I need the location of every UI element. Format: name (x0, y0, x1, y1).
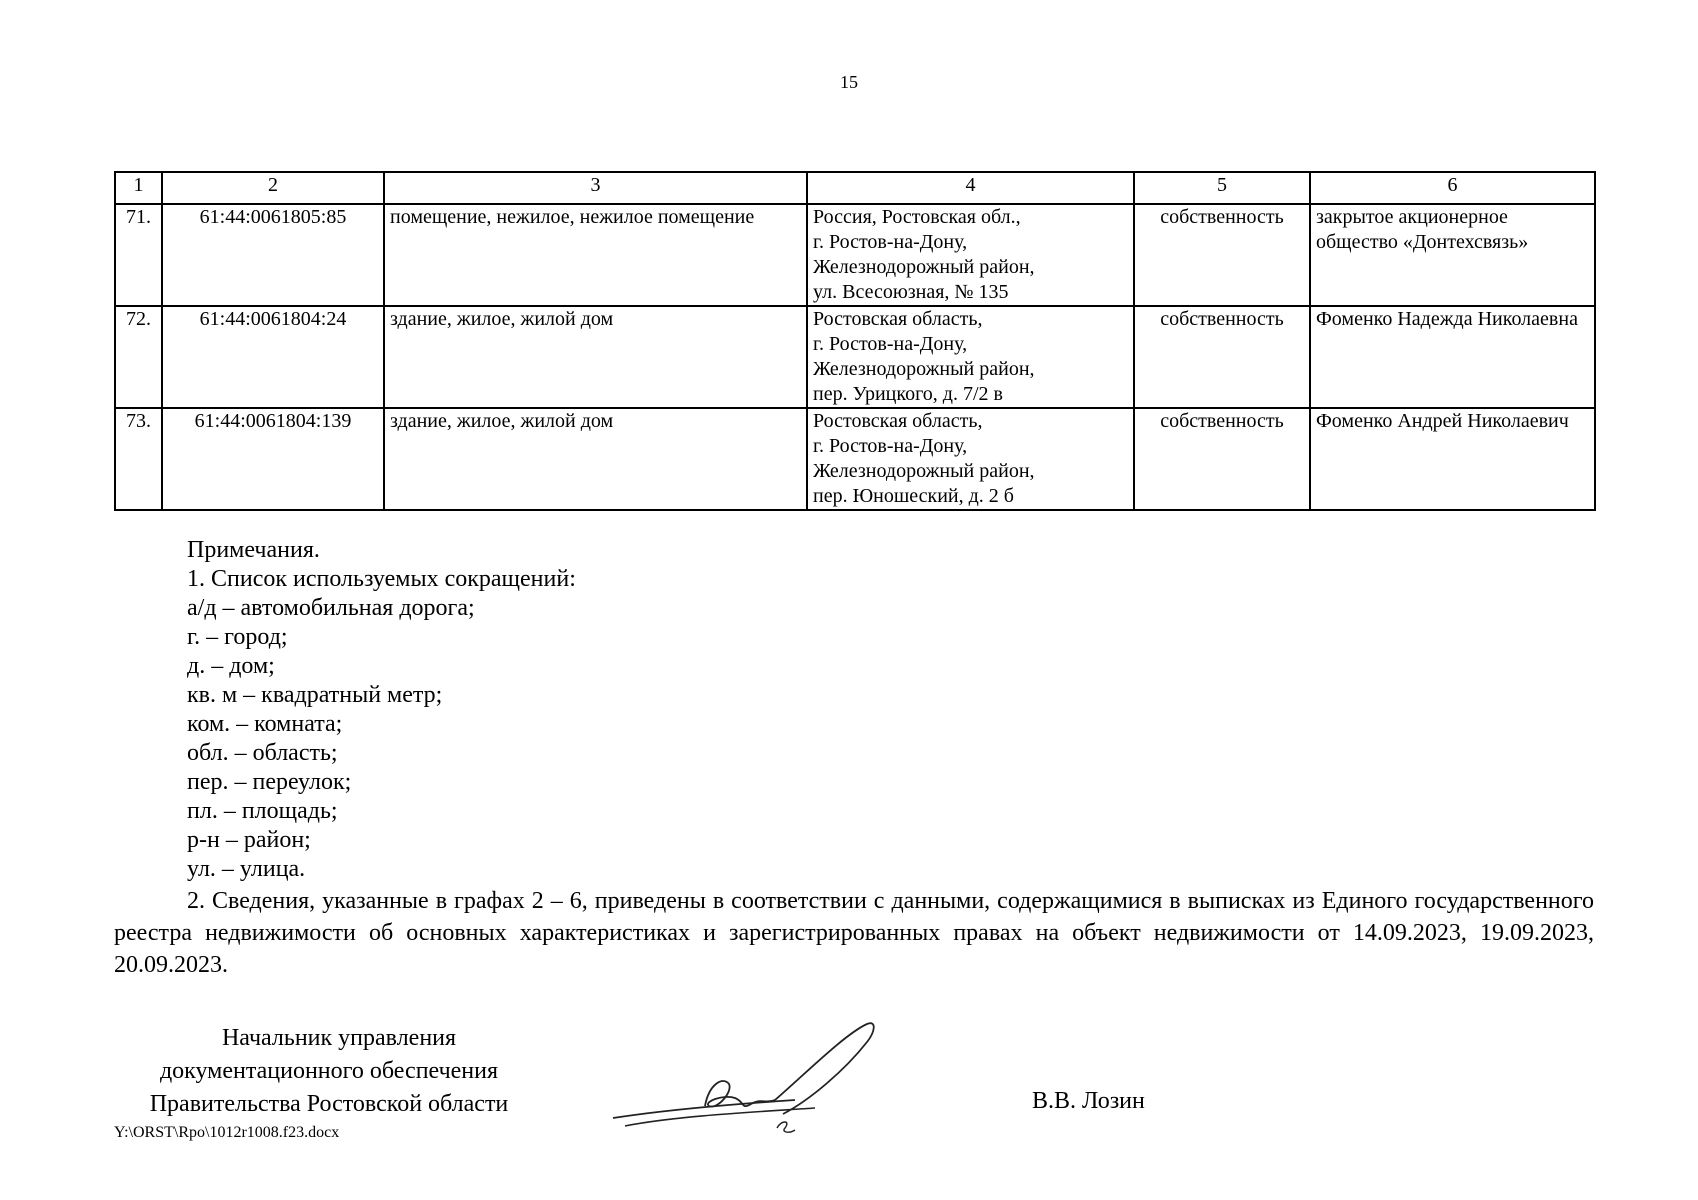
registry-table (114, 171, 1596, 511)
position-line: Правительства Ростовской области (149, 1091, 509, 1117)
handwritten-signature (605, 1014, 895, 1144)
signatory-name: В.В. Лозин (1032, 1088, 1145, 1114)
row-number: 73. (115, 408, 162, 510)
address-line: ул. Всесоюзная, № 135 (813, 281, 1009, 303)
abbreviation-item: ул. – улица. (187, 856, 306, 882)
page-number: 15 (840, 72, 858, 92)
owner: Фоменко Андрей Николаевич (1310, 408, 1595, 510)
address-line: Железнодорожный район, (813, 358, 1035, 380)
object-type: здание, жилое, жилой дом (384, 408, 807, 510)
notes-paragraph-2: 2. Сведения, указанные в графах 2 – 6, приведены в соответствии с данными, содержащимися в выписках из Единого государственного реестра недвижимости об основных характеристиках и зарегистрированных правах на объект недвижимости от 14.09.2023, 19.09.2023, 20.09.2023. (114, 888, 1594, 978)
address-line: г. Ростов-на-Дону, (813, 435, 968, 457)
abbreviation-item: пл. – площадь; (187, 798, 338, 824)
abbreviations-title: 1. Список используемых сокращений: (187, 566, 576, 592)
abbreviation-item: г. – город; (187, 624, 288, 650)
address-line: Ростовская область, (813, 410, 983, 432)
owner: закрытое акционерное общество «Донтехсвязь» (1310, 204, 1595, 306)
notes-section (114, 536, 1594, 981)
abbreviation-item: кв. м – квадратный метр; (187, 682, 443, 708)
abbreviation-item: р-н – район; (187, 827, 311, 853)
abbreviation-item: обл. – область; (187, 740, 338, 766)
file-path: Y:\ORST\Rpo\1012r1008.f23.docx (114, 1124, 340, 1141)
object-type: помещение, нежилое, нежилое помещение (384, 204, 807, 306)
object-address (807, 204, 1134, 306)
owner: Фоменко Надежда Николаевна (1310, 306, 1595, 408)
object-address (807, 408, 1134, 510)
position-line: Начальник управления (221, 1025, 457, 1051)
object-address (807, 306, 1134, 408)
address-line: Железнодорожный район, (813, 256, 1035, 278)
column-header-1: 1 (115, 172, 162, 204)
cadastral-number: 61:44:0061804:24 (162, 306, 384, 408)
abbreviation-item: а/д – автомобильная дорога; (187, 595, 475, 621)
column-header-4: 4 (807, 172, 1134, 204)
abbreviation-item: д. – дом; (187, 653, 275, 679)
address-line: пер. Урицкого, д. 7/2 в (813, 383, 1003, 405)
cadastral-number: 61:44:0061804:139 (162, 408, 384, 510)
column-header-5: 5 (1134, 172, 1310, 204)
table-row (115, 306, 1595, 408)
cadastral-number: 61:44:0061805:85 (162, 204, 384, 306)
notes-title: Примечания. (187, 537, 320, 563)
abbreviation-item: ком. – комната; (187, 711, 343, 737)
column-header-2: 2 (162, 172, 384, 204)
table-row (115, 204, 1595, 306)
position-line: документационного обеспечения (159, 1058, 499, 1084)
table-header-row (115, 172, 1595, 204)
right-type: собственность (1134, 408, 1310, 510)
table-row (115, 408, 1595, 510)
column-header-6: 6 (1310, 172, 1595, 204)
right-type: собственность (1134, 306, 1310, 408)
row-number: 71. (115, 204, 162, 306)
address-line: Железнодорожный район, (813, 460, 1035, 482)
address-line: Россия, Ростовская обл., (813, 206, 1021, 228)
right-type: собственность (1134, 204, 1310, 306)
column-header-3: 3 (384, 172, 807, 204)
signatory-position (114, 1022, 544, 1121)
address-line: пер. Юношеский, д. 2 б (813, 485, 1014, 507)
abbreviation-item: пер. – переулок; (187, 769, 352, 795)
address-line: г. Ростов-на-Дону, (813, 333, 968, 355)
address-line: г. Ростов-на-Дону, (813, 231, 968, 253)
row-number: 72. (115, 306, 162, 408)
object-type: здание, жилое, жилой дом (384, 306, 807, 408)
address-line: Ростовская область, (813, 308, 983, 330)
